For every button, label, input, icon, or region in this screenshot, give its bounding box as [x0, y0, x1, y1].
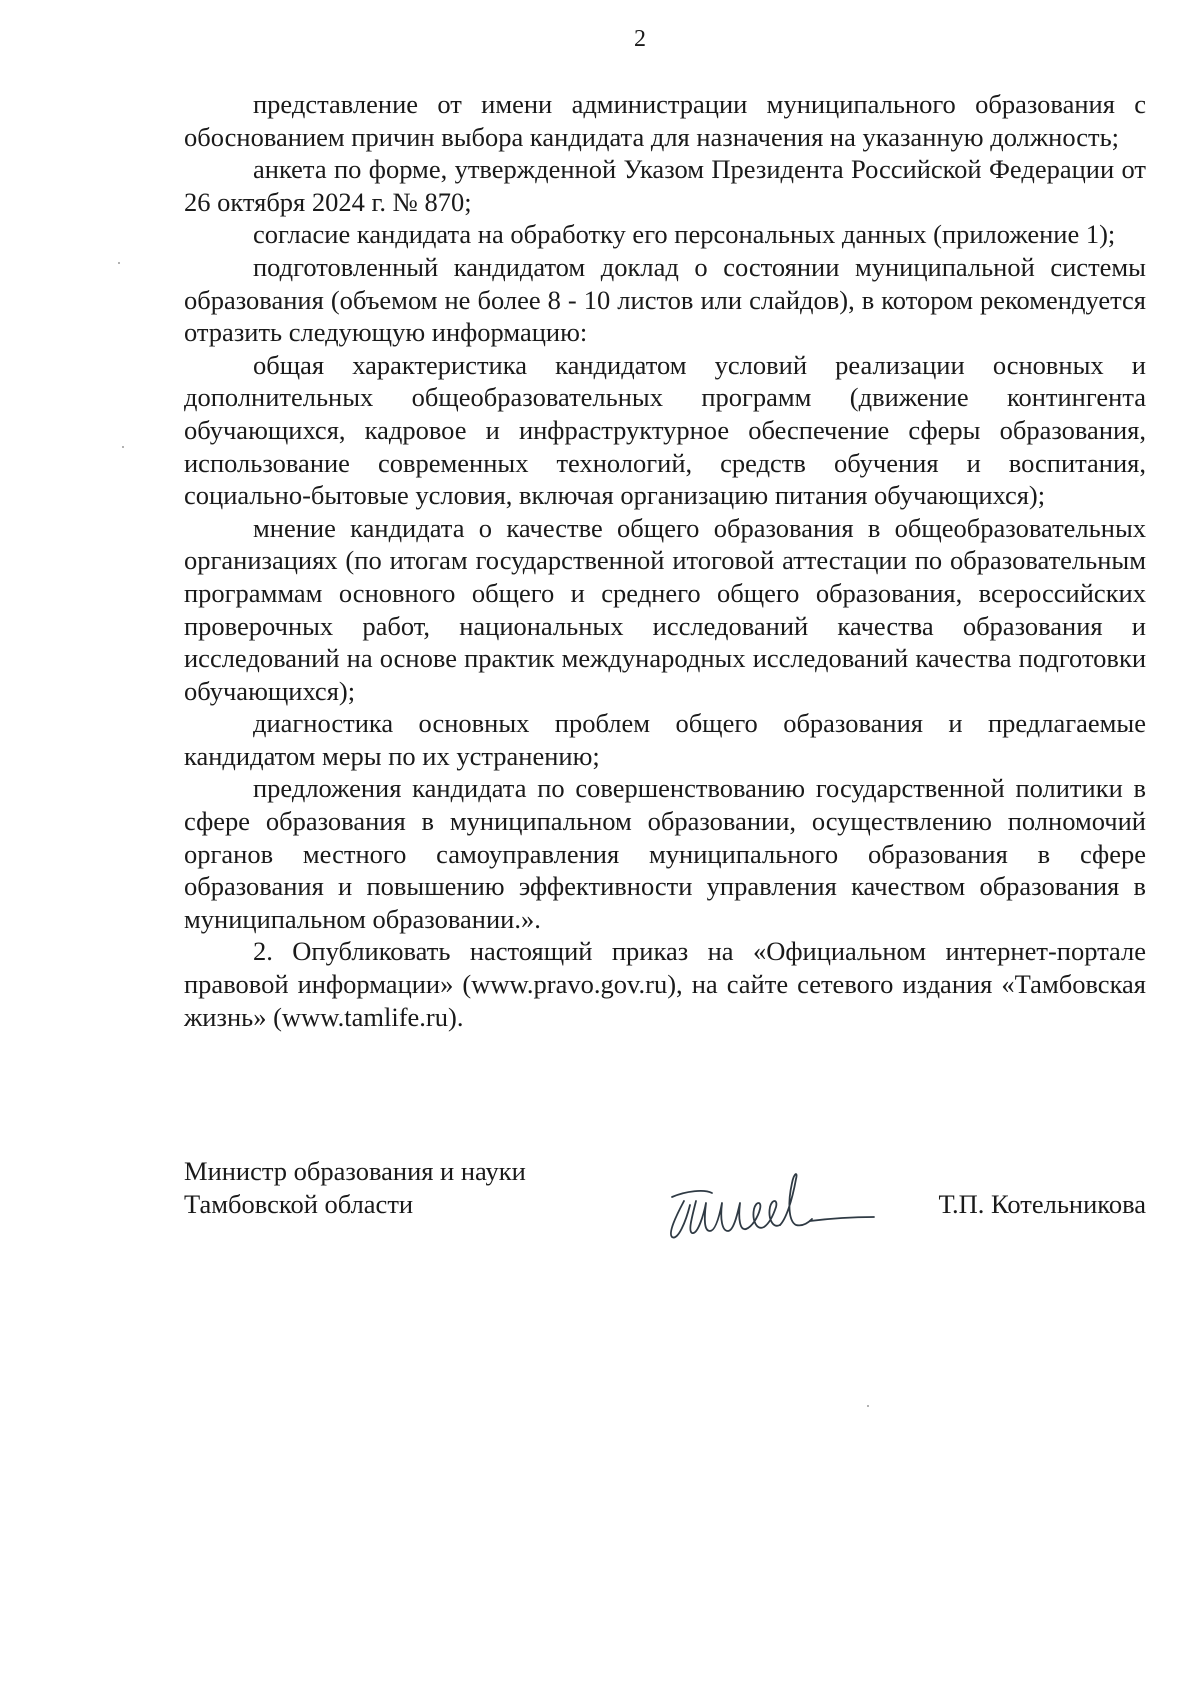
- signatory-position-line1: Министр образования и науки: [184, 1156, 526, 1186]
- paragraph-consent: согласие кандидата на обработку его персональных данных (приложение 1);: [253, 219, 1116, 250]
- scan-speck: [118, 262, 120, 264]
- paragraph-representation: представление от имени администрации муниципального образования с обоснованием причин выбора кандидата для назначения на указанную должность;: [184, 89, 1146, 152]
- paragraph-proposals: предложения кандидата по совершенствованию государственной политики в сфере образования в муниципальном образовании, осуществлению полномочий органов местного самоуправления муниципального образования в сфере образования и повышению эффективности управления качеством образования в муниципальном образовании.».: [184, 773, 1146, 934]
- signature-block: [184, 1155, 1146, 1235]
- signatory-position: [184, 1155, 604, 1220]
- scan-speck: [122, 446, 124, 448]
- handwritten-signature: [646, 1161, 876, 1251]
- paragraph-quality-opinion: мнение кандидата о качестве общего образования в общеобразовательных организациях (по итогам государственной итоговой аттестации по образовательным программам основного общего и среднего общего образования, всероссийских проверочных работ, национальных исследований качества образования и исследований на основе практик международных исследований качества подготовки обучающихся);: [184, 512, 1146, 706]
- paragraph-report: подготовленный кандидатом доклад о состоянии муниципальной системы образования (объемом не более 8 - 10 листов или слайдов), в котором рекомендуется отразить следующую информацию:: [184, 251, 1146, 348]
- scan-speck: [867, 1405, 869, 1407]
- paragraph-publication-order: 2. Опубликовать настоящий приказ на «Официальном интернет-портале правовой информации» (www.pravo.gov.ru), на сайте сетевого издания «Тамбовская жизнь» (www.tamlife.ru).: [184, 936, 1146, 1032]
- signatory-name: Т.П. Котельникова: [938, 1188, 1146, 1219]
- page-number: 2: [634, 26, 646, 52]
- paragraph-questionnaire: анкета по форме, утвержденной Указом Президента Российской Федерации от 26 октября 2024 г. № 870;: [184, 154, 1146, 217]
- signatory-position-line2: Тамбовской области: [184, 1188, 414, 1219]
- document-body: [184, 88, 1146, 1033]
- paragraph-general-characteristics: общая характеристика кандидатом условий реализации основных и дополнительных общеобразовательных программ (движение контингента обучающихся, кадровое и инфраструктурное обеспечение сферы образования, использование современных технологий, средств обучения и воспитания, социально-бытовые условия, включая организацию питания обучающихся);: [184, 349, 1146, 511]
- paragraph-diagnostics: диагностика основных проблем общего образования и предлагаемые кандидатом меры по их устранению;: [184, 708, 1146, 771]
